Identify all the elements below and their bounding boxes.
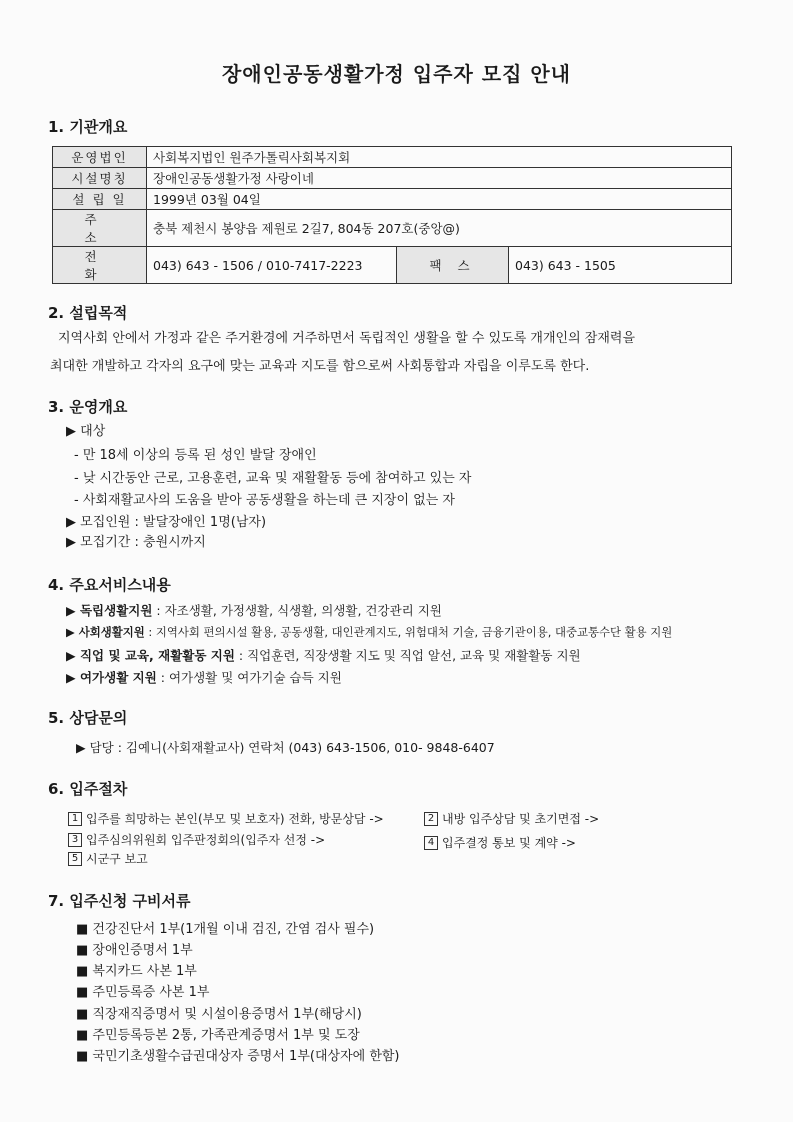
purpose-line: 최대한 개발하고 각자의 요구에 맞는 교육과 지도를 함으로써 사회통합과 자립을 이루도록 한다.	[50, 359, 590, 374]
procedure-step	[68, 831, 325, 848]
document-item: ■ 주민등록등본 2통, 가족관계증명서 1부 및 도장	[76, 1028, 360, 1043]
service-item	[66, 601, 442, 619]
table-row	[53, 247, 732, 284]
table-label: 운영법인	[53, 147, 147, 168]
step-text: 내방 입주상담 및 초기면접 ->	[442, 812, 600, 826]
section-heading-procedure: 6. 입주절차	[48, 780, 128, 798]
table-row	[53, 168, 732, 189]
document-item: ■ 복지카드 사본 1부	[76, 964, 197, 979]
step-number: 3	[68, 833, 82, 847]
service-body: : 여가생활 및 여가기술 습득 지원	[156, 670, 342, 685]
procedure-step	[68, 850, 148, 867]
document-item: ■ 주민등록증 사본 1부	[76, 985, 210, 1000]
service-head: ▶ 여가생활 지원	[66, 670, 157, 685]
step-number: 5	[68, 852, 82, 866]
step-number: 2	[424, 812, 438, 826]
target-heading: ▶ 대상	[66, 424, 106, 439]
document-item: ■ 건강진단서 1부(1개월 이내 검진, 간염 검사 필수)	[76, 922, 375, 937]
table-row	[53, 189, 732, 210]
table-value: 1999년 03월 04일	[147, 189, 732, 210]
step-text: 입주를 희망하는 본인(부모 및 보호자) 전화, 방문상담 ->	[86, 812, 384, 826]
page-title: 장애인공동생활가정 입주자 모집 안내	[221, 62, 571, 86]
section-heading-services: 4. 주요서비스내용	[48, 576, 171, 594]
service-body: : 직업훈련, 직장생활 지도 및 직업 알선, 교육 및 재활활동 지원	[234, 648, 581, 663]
section-heading-contact: 5. 상담문의	[48, 709, 128, 727]
section-heading-operation: 3. 운영개요	[48, 398, 128, 416]
service-head: ▶ 사회생활지원	[66, 625, 145, 639]
section-heading-documents: 7. 입주신청 구비서류	[48, 892, 191, 910]
document-item: ■ 장애인증명서 1부	[76, 943, 193, 958]
overview-table	[52, 146, 732, 284]
table-label: 시설명칭	[53, 168, 147, 189]
table-label: 설 립 일	[53, 189, 147, 210]
section-heading-purpose: 2. 설립목적	[48, 304, 128, 322]
service-item	[66, 624, 672, 640]
target-item: - 만 18세 이상의 등록 된 성인 발달 장애인	[74, 448, 317, 463]
contact-info: ▶ 담당 : 김예니(사회재활교사) 연락처 (043) 643-1506, 010- 9848-6407	[76, 740, 495, 755]
step-number: 4	[424, 836, 438, 850]
step-text: 입주심의위원회 입주판정회의(입주자 선정 ->	[86, 833, 326, 847]
service-head: ▶ 독립생활지원	[66, 603, 153, 618]
target-item: - 사회재활교사의 도움을 받아 공동생활을 하는데 큰 지장이 없는 자	[74, 493, 455, 508]
document-item: ■ 직장재직증명서 및 시설이용증명서 1부(해당시)	[76, 1007, 362, 1022]
step-number: 1	[68, 812, 82, 826]
table-row	[53, 147, 732, 168]
step-text: 입주결정 통보 및 계약 ->	[442, 836, 576, 850]
procedure-step	[424, 834, 576, 851]
table-value: 043) 643 - 1506 / 010-7417-2223	[147, 247, 397, 284]
service-item	[66, 668, 342, 686]
procedure-step	[424, 810, 599, 827]
table-value: 사회복지법인 원주가톨릭사회복지회	[147, 147, 732, 168]
table-row	[53, 210, 732, 247]
service-item	[66, 646, 581, 664]
document-item: ■ 국민기초생활수급권대상자 증명서 1부(대상자에 한함)	[76, 1049, 400, 1064]
target-item: - 낮 시간동안 근로, 고용훈련, 교육 및 재활활동 등에 참여하고 있는 자	[74, 471, 472, 486]
service-head: ▶ 직업 및 교육, 재활활동 지원	[66, 648, 235, 663]
recruit-period: ▶ 모집기간 : 충원시까지	[66, 535, 206, 550]
service-body: : 지역사회 편의시설 활용, 공동생활, 대인관계지도, 위험대처 기술, 금융기관이용, 대중교통수단 활용 지원	[144, 625, 673, 639]
section-heading-overview: 1. 기관개요	[48, 118, 128, 136]
table-value: 충북 제천시 봉양읍 제원로 2길7, 804동 207호(중앙@)	[147, 210, 732, 247]
step-text: 시군구 보고	[86, 852, 148, 866]
table-label: 주 소	[53, 210, 147, 247]
recruit-count: ▶ 모집인원 : 발달장애인 1명(남자)	[66, 515, 267, 530]
procedure-step	[68, 810, 384, 827]
purpose-line: 지역사회 안에서 가정과 같은 주거환경에 거주하면서 독립적인 생활을 할 수 있도록 개개인의 잠재력을	[58, 331, 636, 346]
table-label: 전 화	[53, 247, 147, 284]
table-value: 043) 643 - 1505	[509, 247, 732, 284]
service-body: : 자조생활, 가정생활, 식생활, 의생활, 건강관리 지원	[152, 603, 442, 618]
table-value: 장애인공동생활가정 사랑이네	[147, 168, 732, 189]
table-label: 팩 스	[397, 247, 509, 284]
